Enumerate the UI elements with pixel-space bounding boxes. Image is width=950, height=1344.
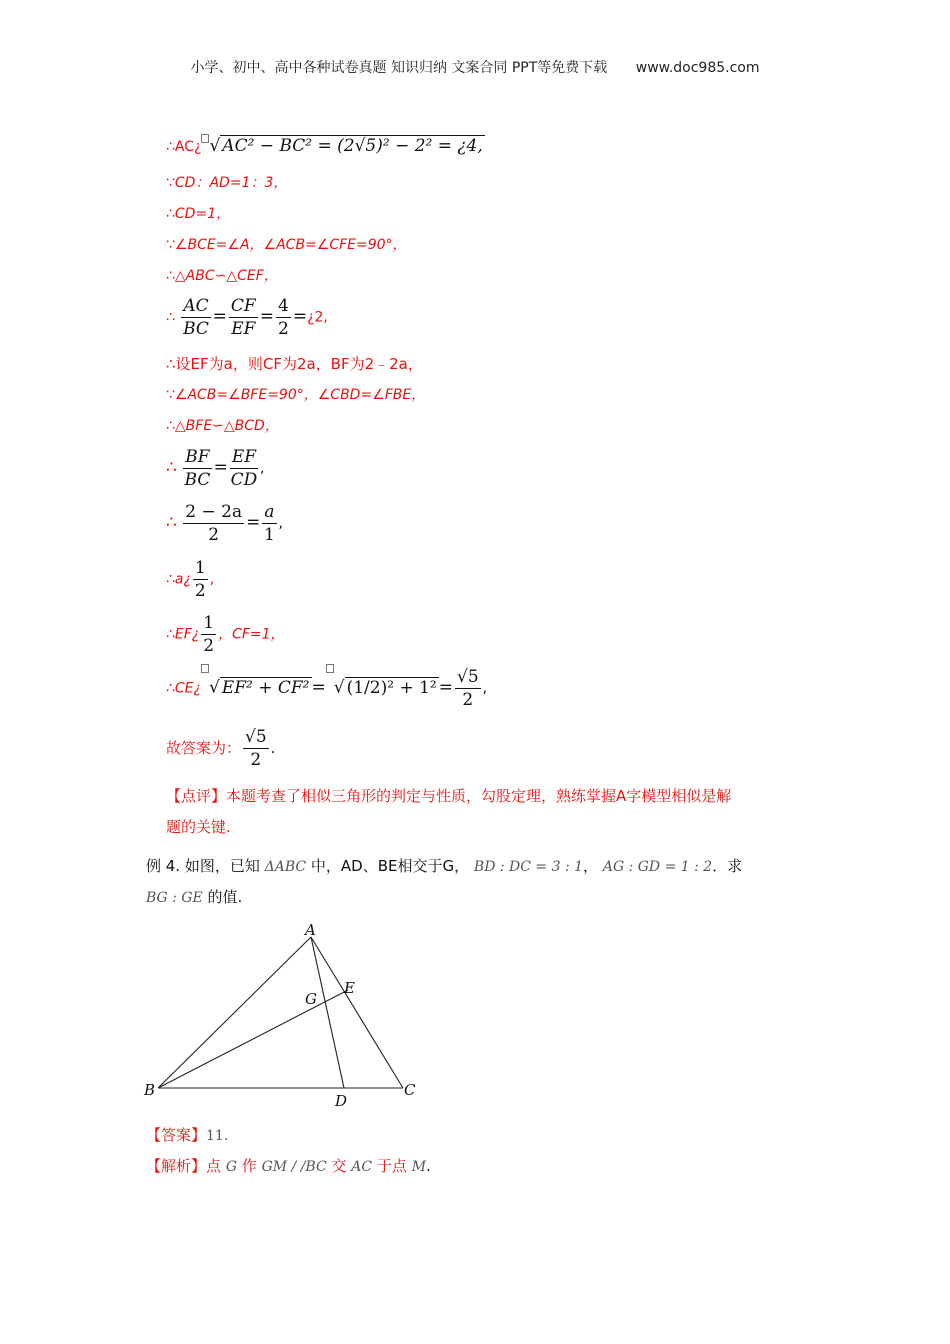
segment-be bbox=[158, 990, 348, 1088]
line14-expr2: (1/2)² + 1² bbox=[346, 677, 437, 698]
solution-line-2: ∵CD：AD=1：3， bbox=[166, 175, 288, 191]
analysis-tag: 【解析】 bbox=[146, 1157, 207, 1175]
line13-prefix: ∴EF¿ bbox=[166, 626, 200, 643]
comment-line-2: 题的关键. bbox=[166, 818, 231, 836]
fraction-ef-cd: $\frac{EF}{CD}$ bbox=[230, 447, 258, 490]
label-b: B bbox=[144, 1081, 156, 1099]
solution-line-7: ∴设EF为a，则CF为2a，BF为2﹣2a， bbox=[166, 355, 423, 373]
segment-ab bbox=[158, 937, 311, 1088]
therefore-symbol: ∴ bbox=[166, 457, 177, 478]
analysis-text-1: 点 bbox=[206, 1157, 222, 1175]
line6-tail: ¿2, bbox=[307, 309, 328, 326]
example-mid: 中，AD、BE相交于G， bbox=[310, 857, 470, 875]
example-line-2 bbox=[146, 886, 242, 907]
analysis-text-2: 作 bbox=[241, 1157, 257, 1175]
fraction-2-2a-over-2: $\frac{2 - 2a}{2}$ bbox=[185, 502, 243, 545]
fraction-answer: $\frac{√5}{2}$ bbox=[245, 727, 267, 770]
solution-line-12: ∴a¿ $\frac{1}{2}$ , bbox=[166, 558, 215, 601]
answer-line bbox=[146, 1124, 228, 1145]
segment-ac bbox=[311, 937, 403, 1088]
example-intro: 例 4. 如图，已知 bbox=[146, 857, 260, 875]
header-site: www.doc985.com bbox=[635, 60, 760, 76]
solution-line-10: ∴ $\frac{BF}{BC}$ = $\frac{EF}{CD}$ , bbox=[166, 447, 265, 490]
missing-glyph-icon bbox=[201, 664, 209, 673]
solution-answer-line: 故答案为： $\frac{√5}{2}$ . bbox=[166, 727, 276, 770]
point-g: G bbox=[225, 1159, 237, 1175]
point-m: M bbox=[411, 1159, 427, 1175]
analysis-end: . bbox=[426, 1157, 431, 1175]
analysis-text-3: 交 bbox=[331, 1157, 347, 1175]
solution-line-13 bbox=[166, 612, 285, 657]
label-g: G bbox=[305, 990, 317, 1008]
therefore-symbol: ∴ bbox=[166, 512, 177, 533]
line14-prefix: ∴CE¿ bbox=[166, 680, 201, 697]
label-c: C bbox=[404, 1081, 416, 1099]
line13-tail: ，CF=1， bbox=[218, 626, 285, 643]
ratio-bg-ge: BG : GE bbox=[146, 890, 203, 906]
example-ask: ．求 bbox=[712, 857, 743, 875]
fraction-1-2: $\frac{1}{2}$ bbox=[194, 558, 206, 601]
page-header bbox=[0, 57, 950, 77]
therefore-symbol: ∴ bbox=[166, 309, 175, 326]
label-e: E bbox=[344, 979, 355, 997]
line14-expr1: EF² + CF² bbox=[221, 677, 310, 698]
fraction-ac-bc: $\frac{AC}{BC}$ bbox=[183, 296, 209, 339]
solution-line-11: ∴ $\frac{2 - 2a}{2}$ = $\frac{a}{1}$ , bbox=[166, 502, 283, 545]
triangle-symbol: ΔABC bbox=[264, 859, 307, 875]
solution-line-1: ∴AC¿ √ AC² − BC² = (2√5)² − 2² = ¿4, bbox=[166, 136, 483, 156]
solution-line-14: ∴CE¿ √ EF² + CF² = √ (1/2)² + 1² = $\frac{√5}{2}$ , bbox=[166, 666, 487, 711]
header-text: 小学、初中、高中各种试卷真题 知识归纳 文案合同 PPT等免费下载 bbox=[190, 60, 608, 76]
ratio-bd-dc: BD : DC = 3 : 1 bbox=[473, 859, 584, 875]
line1-expr: AC² − BC² = (2√5)² − 2² = ¿4, bbox=[222, 136, 483, 156]
fraction-a-over-1: $\frac{a}{1}$ bbox=[264, 502, 275, 545]
fraction-bf-bc: $\frac{BF}{BC}$ bbox=[184, 447, 211, 490]
label-d: D bbox=[335, 1092, 348, 1110]
label-a: A bbox=[305, 921, 316, 939]
answer-value: 11. bbox=[206, 1128, 229, 1144]
example-value: 的值. bbox=[207, 888, 243, 906]
segment-ad bbox=[311, 937, 344, 1088]
comment-line-1: 【点评】本题考查了相似三角形的判定与性质，勾股定理，熟练掌握A字模型相似是解 bbox=[166, 787, 732, 805]
segment-ac-label: AC bbox=[351, 1159, 373, 1175]
ratio-ag-gd: AG : GD = 1 : 2 bbox=[602, 859, 713, 875]
solution-line-6: ∴ $\frac{AC}{BC}$ = $\frac{CF}{EF}$ = $\frac{4}{2}$ =¿2, bbox=[166, 296, 328, 339]
solution-line-5: ∴△ABC∽△CEF， bbox=[166, 268, 278, 284]
example-line-1: 例 4. 如图，已知 ΔABC 中，AD、BE相交于G， BD : DC = 3 : 1， AG : GD = 1 : 2．求 bbox=[146, 857, 743, 875]
fraction-sqrt5-over-2: $\frac{√5}{2}$ bbox=[456, 667, 479, 710]
missing-glyph-icon bbox=[326, 664, 334, 673]
fraction-cf-ef: $\frac{CF}{EF}$ bbox=[230, 296, 256, 339]
line1-prefix: ∴AC¿ bbox=[166, 139, 202, 155]
solution-line-3: ∴CD=1， bbox=[166, 206, 231, 222]
answer-tag: 【答案】 bbox=[146, 1126, 207, 1144]
solution-line-4: ∵∠BCE=∠A，∠ACB=∠CFE=90°， bbox=[166, 237, 407, 253]
gm-parallel-bc: GM / /BC bbox=[261, 1159, 327, 1175]
fraction-1-2: $\frac{1}{2}$ bbox=[203, 613, 215, 656]
analysis-line bbox=[146, 1155, 431, 1176]
solution-line-8: ∵∠ACB=∠BFE=90°，∠CBD=∠FBE， bbox=[166, 387, 426, 403]
solution-line-9: ∴△BFE∽△BCD， bbox=[166, 418, 279, 434]
line12-prefix: ∴a¿ bbox=[166, 571, 191, 588]
analysis-text-4: 于点 bbox=[376, 1157, 407, 1175]
answer-label: 故答案为： bbox=[166, 739, 242, 757]
fraction-4-2: $\frac{4}{2}$ bbox=[277, 296, 289, 339]
